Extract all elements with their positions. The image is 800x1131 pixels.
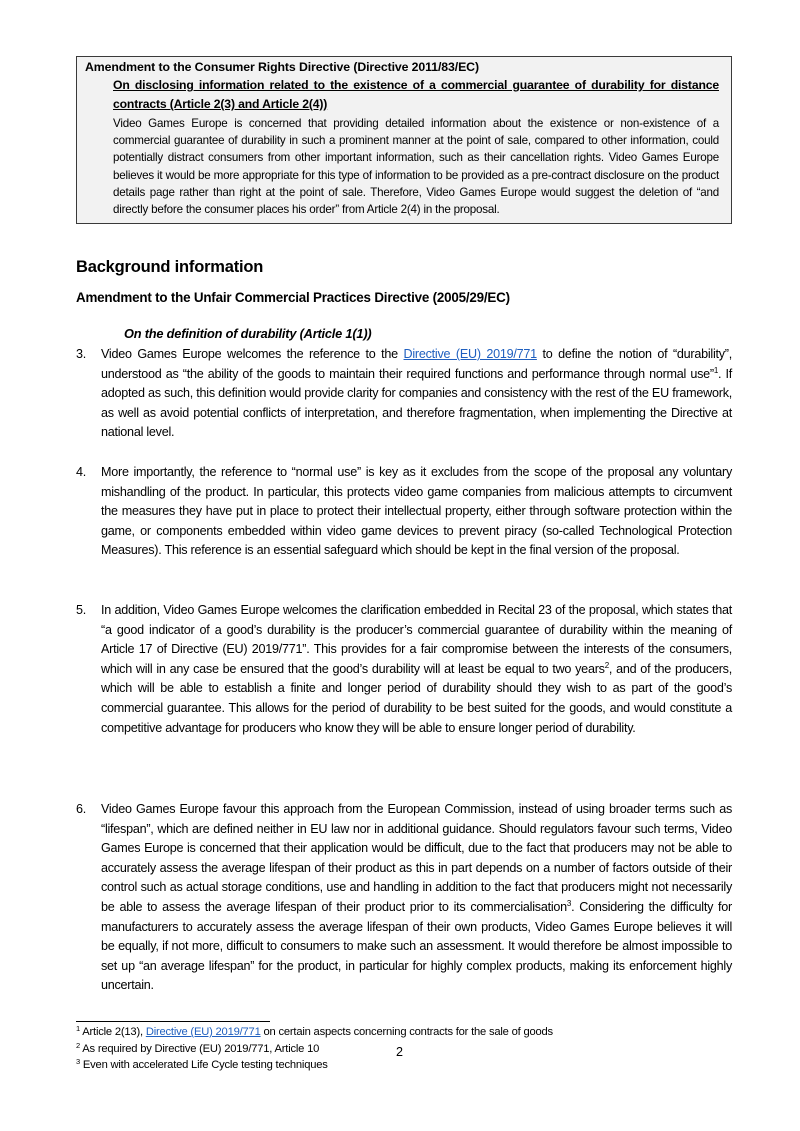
paragraph-number: 6. — [76, 802, 87, 816]
footnote-number: 2 — [76, 1040, 80, 1050]
text-segment: . Considering the difficulty for manufacturers to accurately assess the average lifespan of their own products, Video Games Europe believes it will be equally, if not more, difficult to consumers to make such an assessment. It would therefore be almost impossible to set up “an average lifespan” for the product, in particular for highly complex products, making its enforcement highly uncertain. — [101, 899, 732, 993]
directive-link[interactable]: Directive (EU) 2019/771 — [403, 347, 537, 361]
paragraph-3 — [76, 345, 732, 443]
page-number: 2 — [396, 1045, 404, 1059]
footnote-ref-3[interactable]: 3 — [566, 898, 572, 908]
paragraph-number: 5. — [76, 603, 87, 617]
text-segment: Video Games Europe welcomes the reference to the — [101, 347, 404, 361]
paragraph-text — [101, 345, 732, 443]
text-segment: Video Games Europe favour this approach from the European Commission, instead of using broader terms such as “lifespan”, which are defined neither in EU law nor in additional guidance. Should regulators favour such terms, Video Games Europe is concerned that their application would be difficult, due to the fact that producers may not be able to accurately assess the average lifespan of their product as this in part depends on a number of factors outside of their control such as actual storage conditions, use and handling in addition to the fact that producers might not necessarily be able to assess the average lifespan of their product prior to its commercialisation — [101, 802, 732, 914]
paragraph-4 — [76, 463, 732, 561]
paragraph-number: 4. — [76, 465, 87, 479]
section-heading-background: Background information — [76, 258, 264, 276]
box-body: Video Games Europe is concerned that providing detailed information about the existence or non-existence of a commercial guarantee of durability in such a prominent manner at the point of sale, compared to other information, could potentially distract consumers from other important information, such as their cancellation rights. Video Games Europe believes it would be more appropriate for this type of information to be provided as a pre-contract disclosure on the product details page rather than right at the point of sale. Therefore, Video Games Europe would suggest the deletion of “and directly before the consumer places his order” from Article 2(4) in the proposal. — [113, 117, 719, 217]
paragraph-5 — [76, 601, 732, 738]
box-title: Amendment to the Consumer Rights Directive (Directive 2011/83/EC) — [85, 60, 479, 74]
footnote-number: 3 — [76, 1057, 80, 1066]
footnote-1 — [76, 1024, 553, 1041]
paragraph-6 — [76, 800, 732, 996]
subsection-heading-ucp: Amendment to the Unfair Commercial Practices Directive (2005/29/EC) — [76, 290, 510, 305]
footnote-number: 1 — [76, 1024, 80, 1033]
text-segment: In addition, Video Games Europe welcomes the clarification embedded in Recital 23 of the proposal, which states that “a good indicator of a good’s durability is the producer’s commercial guarantee of durability within the meaning of Article 17 of Directive (EU) 2019/771”. This provides for a fair compromise between the interests of the consumers, which will in any case be ensured that the good’s durability will at least be equal to two years — [101, 603, 732, 676]
text-segment: , and of the producers, which will be able to establish a finite and longer period of durability should they wish to as part of the good’s commercial guarantee. This allows for the period of durability to be best suited for the goods, and would constitute a competitive advantage for producers who know they will be able to ensure longer period of durability. — [101, 661, 732, 735]
text-segment: to define the notion of “durability”, understood as “the ability of the goods to maintain their required functions and performance through normal use” — [101, 347, 732, 381]
text-segment: Even with accelerated Life Cycle testing techniques — [79, 1059, 328, 1071]
footnote-separator — [76, 1021, 270, 1022]
text-segment: Article 2(13), — [79, 1026, 146, 1038]
footnotes — [76, 1024, 553, 1074]
text-segment: . If adopted as such, this definition would provide clarity for companies and consistency with the rest of the EU framework, as well as avoid potential conflicts of interpretation, and therefore fragmentation, when implementing the Directive at national level. — [101, 366, 733, 440]
paragraph-number: 3. — [76, 347, 87, 361]
text-segment: on certain aspects concerning contracts for the sale of goods — [260, 1026, 553, 1038]
paragraph-text: More importantly, the reference to “normal use” is key as it excludes from the scope of the proposal any voluntary mishandling of the product. In particular, this protects video game companies from malicious attempts to circumvent the measures they have put in place to protect their intellectual property, either through software protection within the game, or components embedded within video game devices to prevent piracy (so-called Technological Protection Measures). This reference is an essential safeguard which should be kept in the final version of the proposal. — [101, 465, 732, 558]
footnote-2 — [76, 1041, 553, 1058]
footnote-3 — [76, 1057, 553, 1074]
footnote-ref-1[interactable]: 1 — [713, 365, 719, 375]
footnote-directive-link[interactable]: Directive (EU) 2019/771 — [145, 1026, 261, 1038]
text-segment: As required by Directive (EU) 2019/771, Article 10 — [79, 1042, 320, 1055]
box-subtitle: On disclosing information related to the existence of a commercial guarantee of durability for distance contracts (Article 2(3) and Article 2(4)) — [113, 78, 719, 111]
footnote-ref-2[interactable]: 2 — [604, 660, 609, 670]
paragraph-text — [101, 800, 732, 996]
paragraph-text — [101, 601, 732, 738]
subheading-durability-definition: On the definition of durability (Article 1(1)) — [124, 326, 372, 341]
amendment-box — [76, 56, 732, 224]
